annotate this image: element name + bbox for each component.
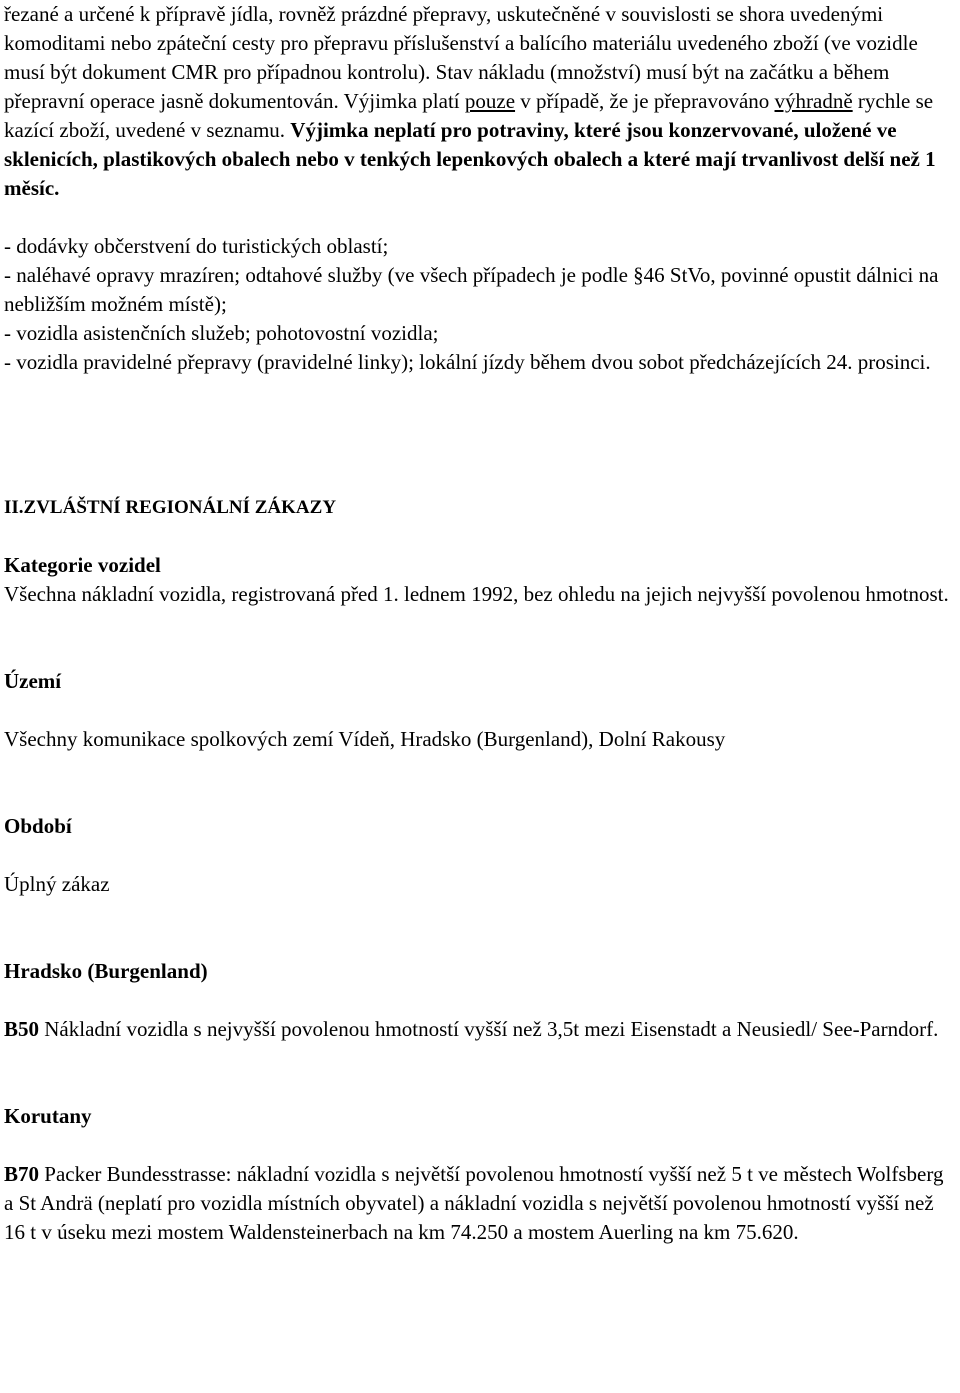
list-item: - vozidla asistenčních služeb; pohotovostní vozidla; (4, 321, 439, 345)
intro-bold-exception: Výjimka neplatí pro potraviny, které jsou konzervované, uložené ve sklenicích, plastikových obalech nebo v tenkých lepenkových obalech a které mají trvanlivost delší než 1 měsíc. (4, 118, 936, 200)
heading-uzemi: Území (4, 669, 62, 693)
document-page (4, 0, 956, 1247)
hradsko-text (4, 1015, 956, 1044)
list-item: - naléhavé opravy mrazíren; odtahové služby (ve všech případech je podle §46 StVo, povinné opustit dálnici na nebližším možném místě); (4, 263, 939, 316)
road-code-b50: B50 (4, 1017, 40, 1041)
heading-hradsko: Hradsko (Burgenland) (4, 959, 208, 983)
list-item: - vozidla pravidelné přepravy (pravidelné linky); lokální jízdy během dvou sobot předcházejících 24. prosinci. (4, 350, 931, 374)
exceptions-list (4, 232, 956, 377)
heading-obdobi: Období (4, 814, 72, 838)
hradsko-description: Nákladní vozidla s nejvyšší povolenou hmotností vyšší než 3,5t mezi Eisenstadt a Neusiedl/ See-Parndorf. (39, 1017, 939, 1041)
intro-text-3: rychle se kazící zboží, uvedené v seznamu. (4, 89, 934, 142)
kategorie-text: Všechna nákladní vozidla, registrovaná před 1. lednem 1992, bez ohledu na jejich nejvyšší povolenou hmotnost. (4, 582, 949, 606)
intro-text-2: v případě, že je přepravováno (515, 89, 775, 113)
korutany-description: Packer Bundesstrasse: nákladní vozidla s největší povolenou hmotností vyšší než 5 t ve městech Wolfsberg a St Andrä (neplatí pro vozidla místních obyvatel) a nákladní vozidla s největší povolenou hmotností vyšší než 16 t v úseku mezi mostem Waldensteinerbach na km 74.250 a mostem Auerling na km 75.620. (4, 1162, 944, 1244)
intro-underlined-vyhradne: výhradně (774, 89, 853, 113)
heading-korutany: Korutany (4, 1104, 92, 1128)
section-title: II.ZVLÁŠTNÍ REGIONÁLNÍ ZÁKAZY (4, 497, 337, 518)
korutany-text (4, 1160, 956, 1247)
heading-kategorie: Kategorie vozidel (4, 553, 161, 577)
obdobi-text: Úplný zákaz (4, 872, 110, 896)
intro-underlined-pouze: pouze (464, 89, 516, 113)
intro-text-1: řezané a určené k přípravě jídla, rovněž prázdné přepravy, uskutečněné v souvislosti se shora uvedenými komoditami nebo zpáteční cesty pro přepravu příslušenství a balícího materiálu uvedeného zboží (ve vozidle musí být dokument CMR pro případnou kontrolu). Stav nákladu (množství) musí být na začátku a během přepravní operace jasně dokumentován. Výjimka platí (4, 2, 918, 113)
list-item: - dodávky občerstvení do turistických oblastí; (4, 234, 389, 258)
intro-paragraph (4, 0, 956, 203)
uzemi-text: Všechny komunikace spolkových zemí Vídeň, Hradsko (Burgenland), Dolní Rakousy (4, 727, 726, 751)
road-code-b70: B70 (4, 1162, 40, 1186)
